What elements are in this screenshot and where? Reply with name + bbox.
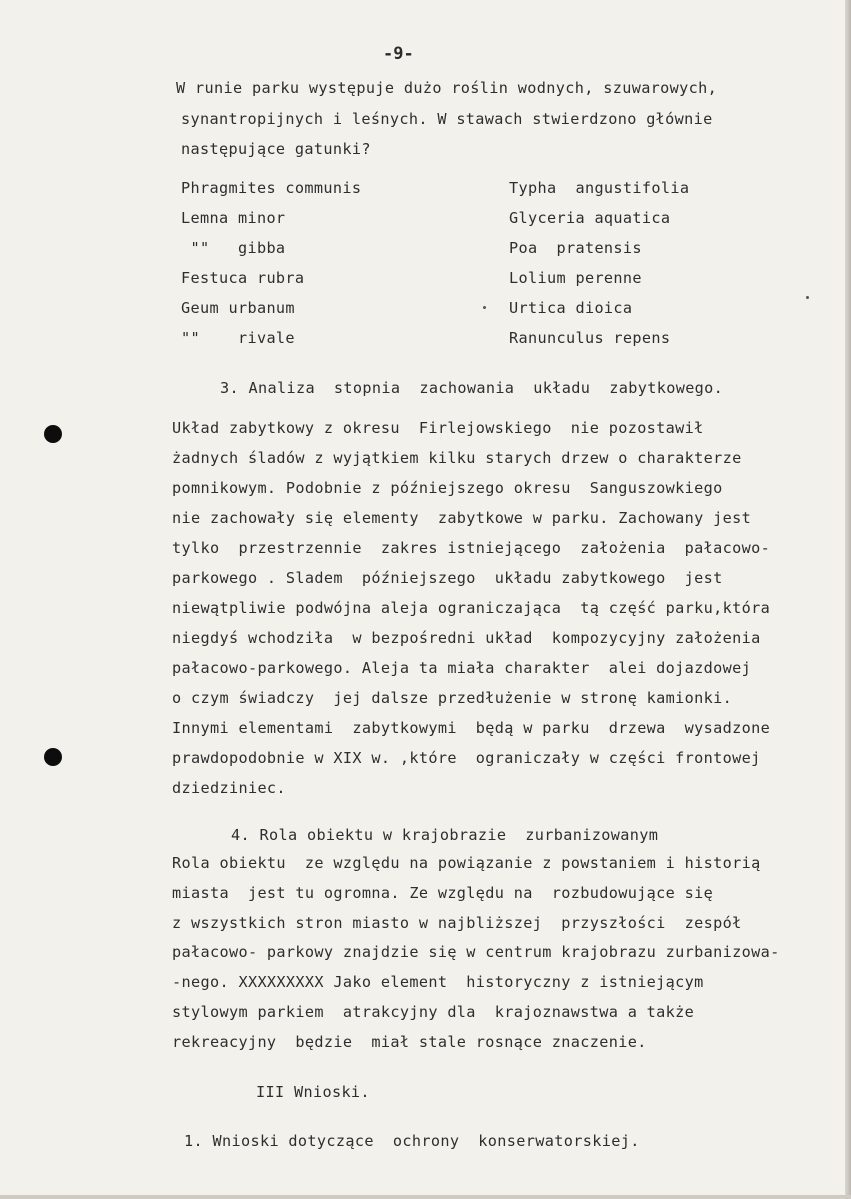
species-left-3: "" gibba — [181, 239, 286, 257]
species-left-1: Phragmites communis — [181, 179, 362, 197]
page-speck — [806, 296, 809, 299]
section-3-line-1: Układ zabytkowy z okresu Firlejowskiego nie pozostawił — [172, 419, 704, 437]
paper-edge-bottom — [0, 1195, 851, 1199]
section-iii-item-1: 1. Wnioski dotyczące ochrony konserwatorskiej. — [184, 1132, 640, 1150]
section-3-line-13: dziedziniec. — [172, 779, 286, 797]
section-3-line-10: o czym świadczy jej dalsze przedłużenie w stronę kamionki. — [172, 689, 733, 707]
species-right-5: Urtica dioica — [509, 299, 633, 317]
section-4-line-6: stylowym parkiem atrakcyjny dla krajoznawstwa a także — [172, 1003, 695, 1021]
section-4-line-4: pałacowo- parkowy znajdzie się w centrum krajobrazu zurbanizowa- — [172, 943, 780, 961]
section-3-line-7: niewątpliwie podwójna aleja ograniczająca tą część parku,która — [172, 599, 771, 617]
section-3-line-12: prawdopodobnie w XIX w. ,które ograniczały w części frontowej — [172, 749, 761, 767]
section-3-line-11: Innymi elementami zabytkowymi będą w parku drzewa wysadzone — [172, 719, 771, 737]
species-right-4: Lolium perenne — [509, 269, 642, 287]
paper-edge-right — [845, 0, 851, 1199]
section-3-line-4: nie zachowały się elementy zabytkowe w parku. Zachowany jest — [172, 509, 752, 527]
species-right-6: Ranunculus repens — [509, 329, 671, 347]
section-3-line-5: tylko przestrzennie zakres istniejącego założenia pałacowo- — [172, 539, 771, 557]
section-iii-heading: III Wnioski. — [256, 1083, 370, 1101]
species-right-1: Typha angustifolia — [509, 179, 690, 197]
species-right-3: Poa pratensis — [509, 239, 642, 257]
section-3-line-2: żadnych śladów z wyjątkiem kilku starych drzew o charakterze — [172, 449, 742, 467]
intro-line-3: następujące gatunki? — [181, 140, 371, 158]
section-4-line-3: z wszystkich stron miasto w najbliższej przyszłości zespół — [172, 914, 742, 932]
section-3-heading: 3. Analiza stopnia zachowania układu zabytkowego. — [220, 379, 724, 397]
section-3-line-9: pałacowo-parkowego. Aleja ta miała charakter alei dojazdowej — [172, 659, 752, 677]
species-left-5: Geum urbanum — [181, 299, 295, 317]
section-4-line-7: rekreacyjny będzie miał stale rosnące znaczenie. — [172, 1033, 647, 1051]
intro-line-2: synantropijnych i leśnych. W stawach stwierdzono głównie — [181, 110, 713, 128]
section-3-line-6: parkowego . Sladem późniejszego układu zabytkowego jest — [172, 569, 723, 587]
page-speck — [483, 306, 486, 309]
section-4-line-5: -nego. XXXXXXXXX Jako element historyczny z istniejącym — [172, 973, 704, 991]
page-number: -9- — [383, 44, 414, 64]
section-3-line-8: niegdyś wchodziła w bezpośredni układ kompozycyjny założenia — [172, 629, 761, 647]
section-4-line-1: Rola obiektu ze względu na powiązanie z powstaniem i historią — [172, 854, 761, 872]
section-3-line-3: pomnikowym. Podobnie z późniejszego okresu Sanguszowkiego — [172, 479, 723, 497]
species-right-2: Glyceria aquatica — [509, 209, 671, 227]
species-left-4: Festuca rubra — [181, 269, 305, 287]
punch-hole-lower — [44, 748, 62, 766]
species-left-6: "" rivale — [181, 329, 295, 347]
intro-line-1: W runie parku występuje dużo roślin wodnych, szuwarowych, — [176, 79, 718, 97]
section-4-heading: 4. Rola obiektu w krajobrazie zurbanizowanym — [231, 826, 659, 844]
section-4-line-2: miasta jest tu ogromna. Ze względu na rozbudowujące się — [172, 884, 714, 902]
punch-hole-upper — [44, 425, 62, 443]
species-left-2: Lemna minor — [181, 209, 286, 227]
